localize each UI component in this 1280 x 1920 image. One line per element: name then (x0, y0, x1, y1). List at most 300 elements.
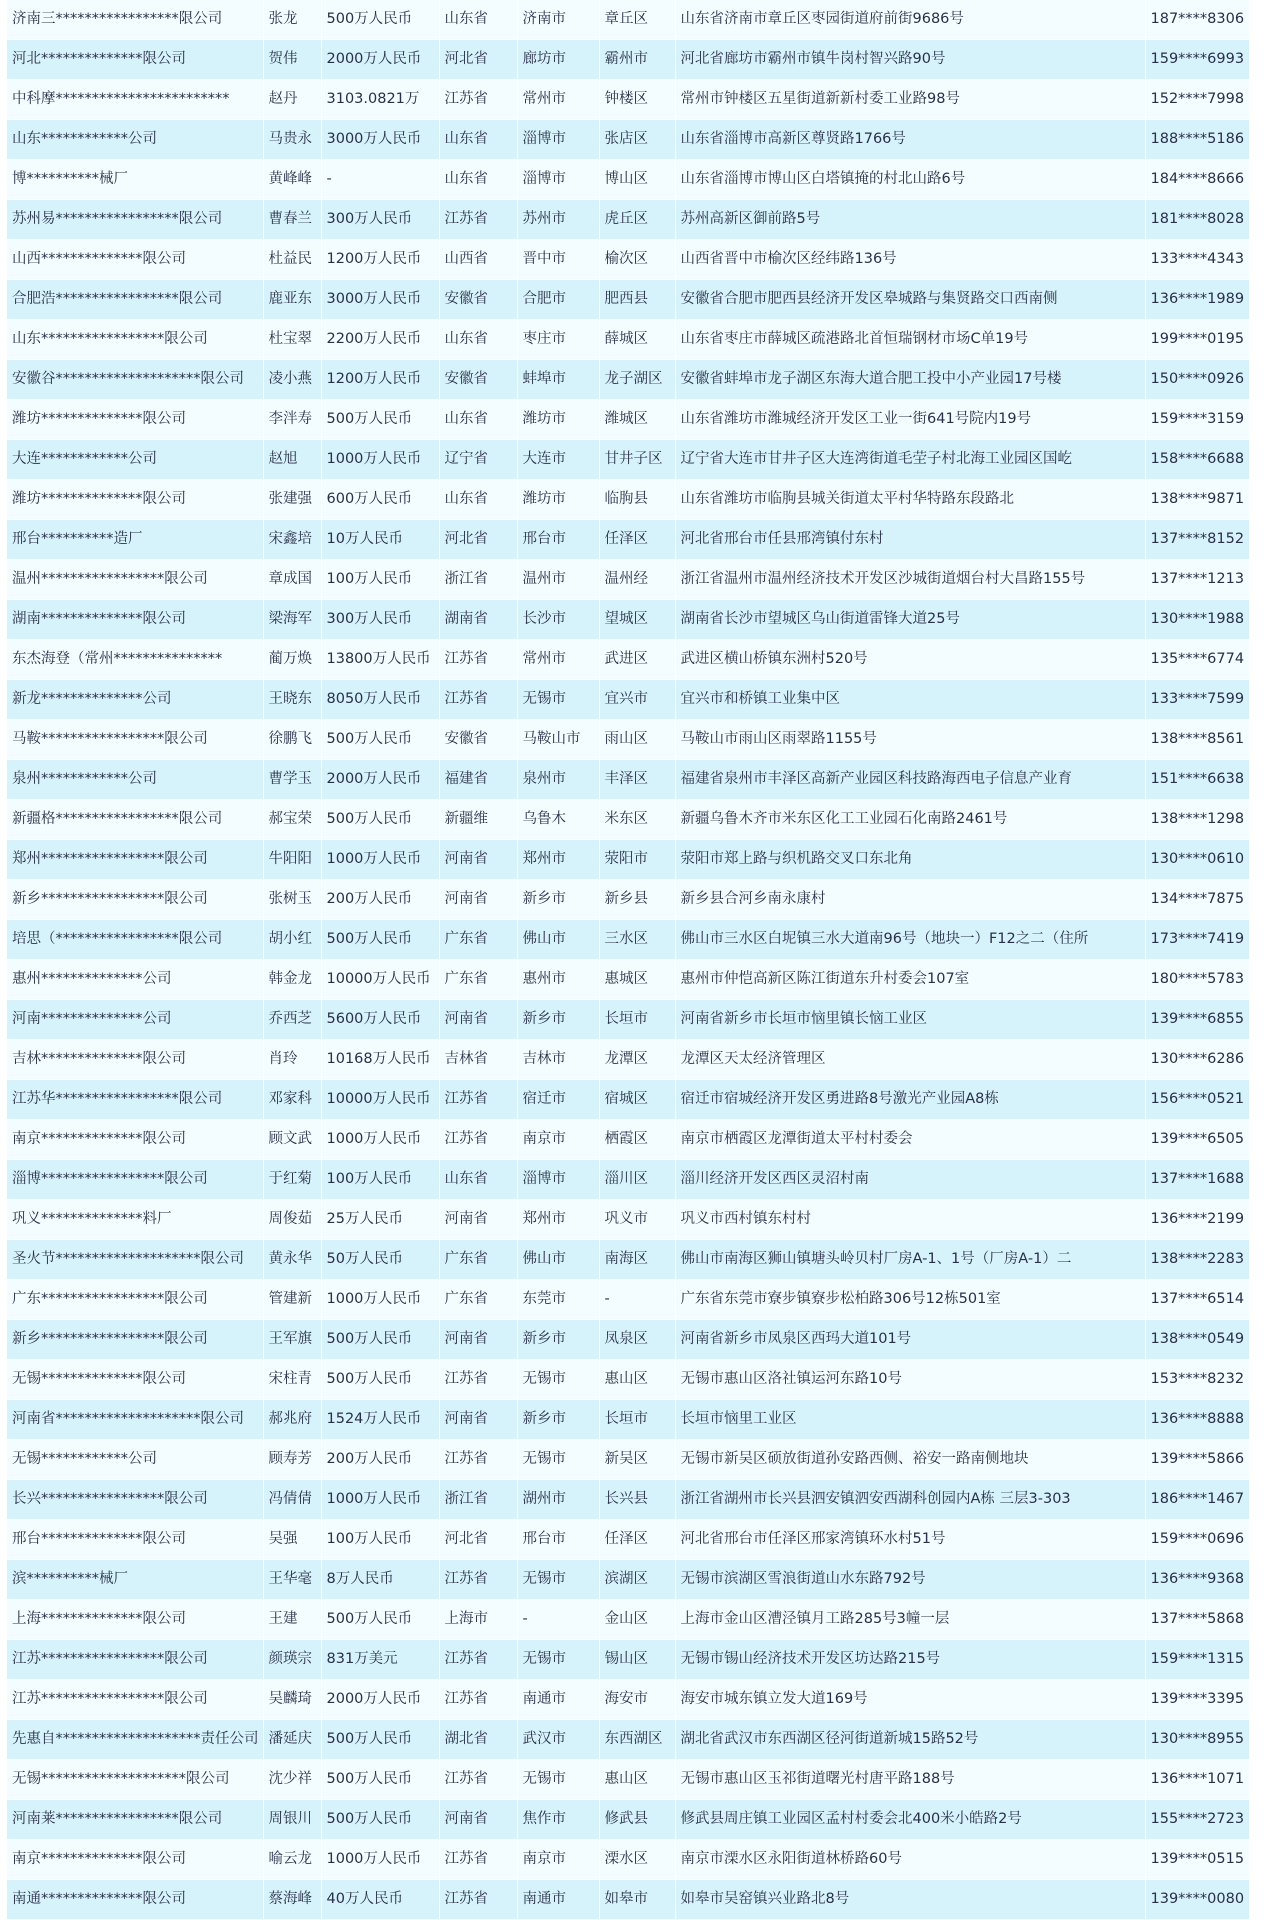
city-cell: 南通市 (517, 1880, 599, 1920)
address-cell: 湖北省武汉市东西湖区径河街道新城15路52号 (675, 1720, 1145, 1760)
company-name-cell: 新乡*****************限公司 (7, 880, 263, 920)
company-name-cell: 江苏*****************限公司 (7, 1680, 263, 1720)
company-name-cell: 惠州**************公司 (7, 960, 263, 1000)
company-name-cell: 南京**************限公司 (7, 1120, 263, 1160)
province-cell: 江苏省 (439, 1680, 517, 1720)
province-cell: 湖南省 (439, 600, 517, 640)
city-cell: 南通市 (517, 1680, 599, 1720)
city-cell: 无锡市 (517, 680, 599, 720)
district-cell: 长兴县 (599, 1480, 675, 1520)
table-row (7, 520, 1249, 560)
legal-person-cell: 凌小燕 (263, 360, 321, 400)
table-row (7, 360, 1249, 400)
province-cell: 浙江省 (439, 1480, 517, 1520)
registered-capital-cell: 1200万人民币 (321, 360, 439, 400)
company-name-cell: 长兴*****************限公司 (7, 1480, 263, 1520)
address-cell: 巩义市西村镇东村村 (675, 1200, 1145, 1240)
district-cell: 三水区 (599, 920, 675, 960)
phone-cell: 134****7875 (1145, 880, 1249, 920)
company-name-cell: 广东*****************限公司 (7, 1280, 263, 1320)
province-cell: 江苏省 (439, 1560, 517, 1600)
city-cell: 南京市 (517, 1120, 599, 1160)
phone-cell: 151****6638 (1145, 760, 1249, 800)
city-cell: 泉州市 (517, 760, 599, 800)
legal-person-cell: 牛阳阳 (263, 840, 321, 880)
legal-person-cell: 沈少祥 (263, 1760, 321, 1800)
phone-cell: 138****0549 (1145, 1320, 1249, 1360)
legal-person-cell: 颜瑛宗 (263, 1640, 321, 1680)
province-cell: 江苏省 (439, 1120, 517, 1160)
legal-person-cell: 曹春兰 (263, 200, 321, 240)
city-cell: 无锡市 (517, 1760, 599, 1800)
phone-cell: 137****6514 (1145, 1280, 1249, 1320)
phone-cell: 199****0195 (1145, 320, 1249, 360)
city-cell: 乌鲁木 (517, 800, 599, 840)
legal-person-cell: 贺伟 (263, 40, 321, 80)
address-cell: 淄川经济开发区西区灵沼村南 (675, 1160, 1145, 1200)
registered-capital-cell: 600万人民币 (321, 480, 439, 520)
legal-person-cell: 吴强 (263, 1520, 321, 1560)
table-row (7, 1560, 1249, 1600)
address-cell: 河北省廊坊市霸州市镇牛岗村智兴路90号 (675, 40, 1145, 80)
company-name-cell: 新疆格*****************限公司 (7, 800, 263, 840)
table-row (7, 440, 1249, 480)
table-row (7, 1720, 1249, 1760)
legal-person-cell: 马贵永 (263, 120, 321, 160)
district-cell: 望城区 (599, 600, 675, 640)
city-cell: 新乡市 (517, 880, 599, 920)
registered-capital-cell: 200万人民币 (321, 1440, 439, 1480)
table-row (7, 280, 1249, 320)
province-cell: 江苏省 (439, 80, 517, 120)
district-cell: 潍城区 (599, 400, 675, 440)
registered-capital-cell: 3000万人民币 (321, 280, 439, 320)
registered-capital-cell: 2200万人民币 (321, 320, 439, 360)
address-cell: 佛山市南海区狮山镇塘头岭贝村厂房A-1、1号（厂房A-1）二 (675, 1240, 1145, 1280)
phone-cell: 136****8888 (1145, 1400, 1249, 1440)
province-cell: 辽宁省 (439, 440, 517, 480)
company-name-cell: 南京**************限公司 (7, 1840, 263, 1880)
registered-capital-cell: 8万人民币 (321, 1560, 439, 1600)
company-name-cell: 潍坊**************限公司 (7, 400, 263, 440)
district-cell: 温州经 (599, 560, 675, 600)
phone-cell: 137****5868 (1145, 1600, 1249, 1640)
table-row (7, 1440, 1249, 1480)
district-cell: 霸州市 (599, 40, 675, 80)
legal-person-cell: 王军旗 (263, 1320, 321, 1360)
address-cell: 湖南省长沙市望城区乌山街道雷锋大道25号 (675, 600, 1145, 640)
province-cell: 山东省 (439, 400, 517, 440)
legal-person-cell: 邓家科 (263, 1080, 321, 1120)
city-cell: 廊坊市 (517, 40, 599, 80)
company-name-cell: 山西**************限公司 (7, 240, 263, 280)
district-cell: 张店区 (599, 120, 675, 160)
legal-person-cell: 冯倩倩 (263, 1480, 321, 1520)
table-row (7, 920, 1249, 960)
legal-person-cell: 鹿亚东 (263, 280, 321, 320)
table-row (7, 320, 1249, 360)
city-cell: 无锡市 (517, 1360, 599, 1400)
legal-person-cell: 王晓东 (263, 680, 321, 720)
company-name-cell: 圣火节********************限公司 (7, 1240, 263, 1280)
company-name-cell: 南通**************限公司 (7, 1880, 263, 1920)
company-name-cell: 新龙**************公司 (7, 680, 263, 720)
province-cell: 河北省 (439, 520, 517, 560)
table-row (7, 1880, 1249, 1920)
company-name-cell: 合肥浩*****************限公司 (7, 280, 263, 320)
address-cell: 荥阳市郑上路与织机路交叉口东北角 (675, 840, 1145, 880)
province-cell: 浙江省 (439, 560, 517, 600)
company-name-cell: 江苏华*****************限公司 (7, 1080, 263, 1120)
table-body (7, 0, 1249, 1920)
province-cell: 新疆维 (439, 800, 517, 840)
registered-capital-cell: 500万人民币 (321, 0, 439, 40)
district-cell: 武进区 (599, 640, 675, 680)
legal-person-cell: 管建新 (263, 1280, 321, 1320)
province-cell: 河北省 (439, 40, 517, 80)
district-cell: 新吴区 (599, 1440, 675, 1480)
address-cell: 无锡市滨湖区雪浪街道山水东路792号 (675, 1560, 1145, 1600)
phone-cell: 187****8306 (1145, 0, 1249, 40)
phone-cell: 138****8561 (1145, 720, 1249, 760)
legal-person-cell: 喻云龙 (263, 1840, 321, 1880)
province-cell: 江苏省 (439, 1360, 517, 1400)
address-cell: 山东省淄博市博山区白塔镇掩的村北山路6号 (675, 160, 1145, 200)
registered-capital-cell: 1200万人民币 (321, 240, 439, 280)
district-cell: 龙潭区 (599, 1040, 675, 1080)
table-row (7, 640, 1249, 680)
registered-capital-cell: 40万人民币 (321, 1880, 439, 1920)
legal-person-cell: 于红菊 (263, 1160, 321, 1200)
province-cell: 河南省 (439, 840, 517, 880)
registered-capital-cell: 1000万人民币 (321, 440, 439, 480)
district-cell: 长垣市 (599, 1400, 675, 1440)
district-cell: 惠山区 (599, 1360, 675, 1400)
table-row (7, 1200, 1249, 1240)
district-cell: 惠山区 (599, 1760, 675, 1800)
registered-capital-cell: 1000万人民币 (321, 1120, 439, 1160)
table-row (7, 1680, 1249, 1720)
phone-cell: 139****6505 (1145, 1120, 1249, 1160)
district-cell: 榆次区 (599, 240, 675, 280)
registered-capital-cell: 100万人民币 (321, 560, 439, 600)
registered-capital-cell: 2000万人民币 (321, 1680, 439, 1720)
phone-cell: 139****3395 (1145, 1680, 1249, 1720)
address-cell: 福建省泉州市丰泽区高新产业园区科技路海西电子信息产业育 (675, 760, 1145, 800)
city-cell: 郑州市 (517, 1200, 599, 1240)
phone-cell: 138****2283 (1145, 1240, 1249, 1280)
legal-person-cell: 黄峰峰 (263, 160, 321, 200)
province-cell: 吉林省 (439, 1040, 517, 1080)
district-cell: 金山区 (599, 1600, 675, 1640)
company-name-cell: 郑州*****************限公司 (7, 840, 263, 880)
phone-cell: 156****0521 (1145, 1080, 1249, 1120)
city-cell: 宿迁市 (517, 1080, 599, 1120)
address-cell: 广东省东莞市寮步镇寮步松柏路306号12栋501室 (675, 1280, 1145, 1320)
phone-cell: 155****2723 (1145, 1800, 1249, 1840)
city-cell: 佛山市 (517, 1240, 599, 1280)
district-cell: 东西湖区 (599, 1720, 675, 1760)
company-name-cell: 苏州易*****************限公司 (7, 200, 263, 240)
table-row (7, 1280, 1249, 1320)
registered-capital-cell: 13800万人民币 (321, 640, 439, 680)
registered-capital-cell: 500万人民币 (321, 720, 439, 760)
address-cell: 辽宁省大连市甘井子区大连湾街道毛茔子村北海工业园区国屹 (675, 440, 1145, 480)
company-name-cell: 大连************公司 (7, 440, 263, 480)
province-cell: 江苏省 (439, 640, 517, 680)
company-name-cell: 先惠自********************责任公司 (7, 1720, 263, 1760)
province-cell: 河南省 (439, 1400, 517, 1440)
registered-capital-cell: 1000万人民币 (321, 1480, 439, 1520)
table-row (7, 40, 1249, 80)
phone-cell: 139****0515 (1145, 1840, 1249, 1880)
legal-person-cell: 杜宝翠 (263, 320, 321, 360)
address-cell: 河南省新乡市长垣市恼里镇长恼工业区 (675, 1000, 1145, 1040)
province-cell: 江苏省 (439, 1440, 517, 1480)
city-cell: 济南市 (517, 0, 599, 40)
table-row (7, 880, 1249, 920)
phone-cell: 152****7998 (1145, 80, 1249, 120)
registered-capital-cell: 2000万人民币 (321, 760, 439, 800)
registered-capital-cell: 500万人民币 (321, 1320, 439, 1360)
province-cell: 江苏省 (439, 1640, 517, 1680)
address-cell: 惠州市仲恺高新区陈江街道东升村委会107室 (675, 960, 1145, 1000)
company-name-cell: 湖南**************限公司 (7, 600, 263, 640)
city-cell: 郑州市 (517, 840, 599, 880)
city-cell: 常州市 (517, 640, 599, 680)
legal-person-cell: 韩金龙 (263, 960, 321, 1000)
legal-person-cell: 张树玉 (263, 880, 321, 920)
company-name-cell: 上海**************限公司 (7, 1600, 263, 1640)
phone-cell: 130****1988 (1145, 600, 1249, 640)
table-row (7, 960, 1249, 1000)
phone-cell: 159****0696 (1145, 1520, 1249, 1560)
table-row (7, 1360, 1249, 1400)
table-row (7, 1760, 1249, 1800)
registered-capital-cell: 831万美元 (321, 1640, 439, 1680)
address-cell: 新乡县合河乡南永康村 (675, 880, 1145, 920)
legal-person-cell: 周银川 (263, 1800, 321, 1840)
address-cell: 浙江省温州市温州经济技术开发区沙城街道烟台村大昌路155号 (675, 560, 1145, 600)
address-cell: 上海市金山区漕泾镇月工路285号3幢一层 (675, 1600, 1145, 1640)
phone-cell: 181****8028 (1145, 200, 1249, 240)
phone-cell: 133****4343 (1145, 240, 1249, 280)
table-row (7, 160, 1249, 200)
address-cell: 海安市城东镇立发大道169号 (675, 1680, 1145, 1720)
district-cell: 龙子湖区 (599, 360, 675, 400)
address-cell: 长垣市恼里工业区 (675, 1400, 1145, 1440)
address-cell: 山西省晋中市榆次区经纬路136号 (675, 240, 1145, 280)
address-cell: 山东省枣庄市薛城区疏港路北首恒瑞钢材市场C单19号 (675, 320, 1145, 360)
address-cell: 无锡市锡山经济技术开发区坊达路215号 (675, 1640, 1145, 1680)
registered-capital-cell: 5600万人民币 (321, 1000, 439, 1040)
province-cell: 广东省 (439, 1280, 517, 1320)
city-cell: 马鞍山市 (517, 720, 599, 760)
province-cell: 山东省 (439, 320, 517, 360)
city-cell: 温州市 (517, 560, 599, 600)
address-cell: 河北省邢台市任县邢湾镇付东村 (675, 520, 1145, 560)
province-cell: 江苏省 (439, 1760, 517, 1800)
district-cell: 长垣市 (599, 1000, 675, 1040)
legal-person-cell: 胡小红 (263, 920, 321, 960)
province-cell: 山西省 (439, 240, 517, 280)
phone-cell: 180****5783 (1145, 960, 1249, 1000)
legal-person-cell: 宋柱青 (263, 1360, 321, 1400)
legal-person-cell: 潘延庆 (263, 1720, 321, 1760)
registered-capital-cell: 10168万人民币 (321, 1040, 439, 1080)
district-cell: 宜兴市 (599, 680, 675, 720)
legal-person-cell: 乔西芝 (263, 1000, 321, 1040)
company-table (7, 0, 1249, 1920)
province-cell: 江苏省 (439, 1840, 517, 1880)
registered-capital-cell: 8050万人民币 (321, 680, 439, 720)
province-cell: 河北省 (439, 1520, 517, 1560)
province-cell: 江苏省 (439, 200, 517, 240)
address-cell: 无锡市惠山区洛社镇运河东路10号 (675, 1360, 1145, 1400)
province-cell: 河南省 (439, 1000, 517, 1040)
phone-cell: 137****1688 (1145, 1160, 1249, 1200)
address-cell: 龙潭区天太经济管理区 (675, 1040, 1145, 1080)
phone-cell: 136****2199 (1145, 1200, 1249, 1240)
company-name-cell: 博**********械厂 (7, 160, 263, 200)
legal-person-cell: 王建 (263, 1600, 321, 1640)
legal-person-cell: 蔺万焕 (263, 640, 321, 680)
registered-capital-cell: 200万人民币 (321, 880, 439, 920)
address-cell: 宜兴市和桥镇工业集中区 (675, 680, 1145, 720)
phone-cell: 136****1989 (1145, 280, 1249, 320)
city-cell: 新乡市 (517, 1400, 599, 1440)
phone-cell: 130****6286 (1145, 1040, 1249, 1080)
city-cell: 无锡市 (517, 1560, 599, 1600)
company-name-cell: 温州*****************限公司 (7, 560, 263, 600)
legal-person-cell: 吴麟琦 (263, 1680, 321, 1720)
phone-cell: 188****5186 (1145, 120, 1249, 160)
address-cell: 南京市栖霞区龙潭街道太平村村委会 (675, 1120, 1145, 1160)
province-cell: 广东省 (439, 960, 517, 1000)
district-cell: 巩义市 (599, 1200, 675, 1240)
district-cell: 荥阳市 (599, 840, 675, 880)
phone-cell: 139****0080 (1145, 1880, 1249, 1920)
district-cell: 任泽区 (599, 1520, 675, 1560)
table-row (7, 1800, 1249, 1840)
table-row (7, 1080, 1249, 1120)
city-cell: 吉林市 (517, 1040, 599, 1080)
phone-cell: 139****6855 (1145, 1000, 1249, 1040)
district-cell: 南海区 (599, 1240, 675, 1280)
district-cell: 雨山区 (599, 720, 675, 760)
registered-capital-cell: 500万人民币 (321, 1600, 439, 1640)
registered-capital-cell: 500万人民币 (321, 1800, 439, 1840)
province-cell: 广东省 (439, 1240, 517, 1280)
address-cell: 武进区横山桥镇东洲村520号 (675, 640, 1145, 680)
province-cell: 湖北省 (439, 1720, 517, 1760)
company-name-cell: 安徽谷********************限公司 (7, 360, 263, 400)
company-name-cell: 江苏*****************限公司 (7, 1640, 263, 1680)
table-row (7, 240, 1249, 280)
city-cell: 南京市 (517, 1840, 599, 1880)
district-cell: - (599, 1280, 675, 1320)
table-row (7, 1600, 1249, 1640)
table-row (7, 840, 1249, 880)
district-cell: 章丘区 (599, 0, 675, 40)
legal-person-cell: 曹学玉 (263, 760, 321, 800)
province-cell: 河南省 (439, 1320, 517, 1360)
legal-person-cell: 杜益民 (263, 240, 321, 280)
city-cell: 东莞市 (517, 1280, 599, 1320)
company-name-cell: 河南莱*****************限公司 (7, 1800, 263, 1840)
phone-cell: 137****1213 (1145, 560, 1249, 600)
registered-capital-cell: 500万人民币 (321, 1360, 439, 1400)
registered-capital-cell: 3000万人民币 (321, 120, 439, 160)
phone-cell: 133****7599 (1145, 680, 1249, 720)
phone-cell: 173****7419 (1145, 920, 1249, 960)
table-row (7, 120, 1249, 160)
company-name-cell: 东杰海登（常州*************** (7, 640, 263, 680)
city-cell: 武汉市 (517, 1720, 599, 1760)
city-cell: 邢台市 (517, 1520, 599, 1560)
district-cell: 钟楼区 (599, 80, 675, 120)
address-cell: 山东省淄博市高新区尊贤路1766号 (675, 120, 1145, 160)
district-cell: 米东区 (599, 800, 675, 840)
address-cell: 苏州高新区御前路5号 (675, 200, 1145, 240)
province-cell: 河南省 (439, 880, 517, 920)
city-cell: 惠州市 (517, 960, 599, 1000)
address-cell: 新疆乌鲁木齐市米东区化工工业园石化南路2461号 (675, 800, 1145, 840)
city-cell: 大连市 (517, 440, 599, 480)
city-cell: 蚌埠市 (517, 360, 599, 400)
province-cell: 上海市 (439, 1600, 517, 1640)
district-cell: 锡山区 (599, 1640, 675, 1680)
legal-person-cell: 张龙 (263, 0, 321, 40)
city-cell: 淄博市 (517, 160, 599, 200)
company-name-cell: 中科摩************************ (7, 80, 263, 120)
legal-person-cell: 李泮寿 (263, 400, 321, 440)
company-name-cell: 山东************公司 (7, 120, 263, 160)
district-cell: 凤泉区 (599, 1320, 675, 1360)
district-cell: 修武县 (599, 1800, 675, 1840)
city-cell: 长沙市 (517, 600, 599, 640)
legal-person-cell: 郝兆府 (263, 1400, 321, 1440)
phone-cell: 153****8232 (1145, 1360, 1249, 1400)
address-cell: 马鞍山市雨山区雨翠路1155号 (675, 720, 1145, 760)
company-name-cell: 泉州************公司 (7, 760, 263, 800)
phone-cell: 139****5866 (1145, 1440, 1249, 1480)
address-cell: 无锡市新吴区硕放街道孙安路西侧、裕安一路南侧地块 (675, 1440, 1145, 1480)
legal-person-cell: 梁海军 (263, 600, 321, 640)
company-name-cell: 吉林**************限公司 (7, 1040, 263, 1080)
province-cell: 河南省 (439, 1800, 517, 1840)
table-row (7, 1040, 1249, 1080)
table-row (7, 1240, 1249, 1280)
registered-capital-cell: 1524万人民币 (321, 1400, 439, 1440)
city-cell: 湖州市 (517, 1480, 599, 1520)
city-cell: 潍坊市 (517, 400, 599, 440)
registered-capital-cell: 25万人民币 (321, 1200, 439, 1240)
district-cell: 如皋市 (599, 1880, 675, 1920)
district-cell: 淄川区 (599, 1160, 675, 1200)
registered-capital-cell: 1000万人民币 (321, 840, 439, 880)
city-cell: 焦作市 (517, 1800, 599, 1840)
table-row (7, 1000, 1249, 1040)
table-row (7, 560, 1249, 600)
district-cell: 任泽区 (599, 520, 675, 560)
phone-cell: 135****6774 (1145, 640, 1249, 680)
phone-cell: 130****8955 (1145, 1720, 1249, 1760)
city-cell: 晋中市 (517, 240, 599, 280)
phone-cell: 136****9368 (1145, 1560, 1249, 1600)
legal-person-cell: 张建强 (263, 480, 321, 520)
company-name-cell: 无锡************公司 (7, 1440, 263, 1480)
